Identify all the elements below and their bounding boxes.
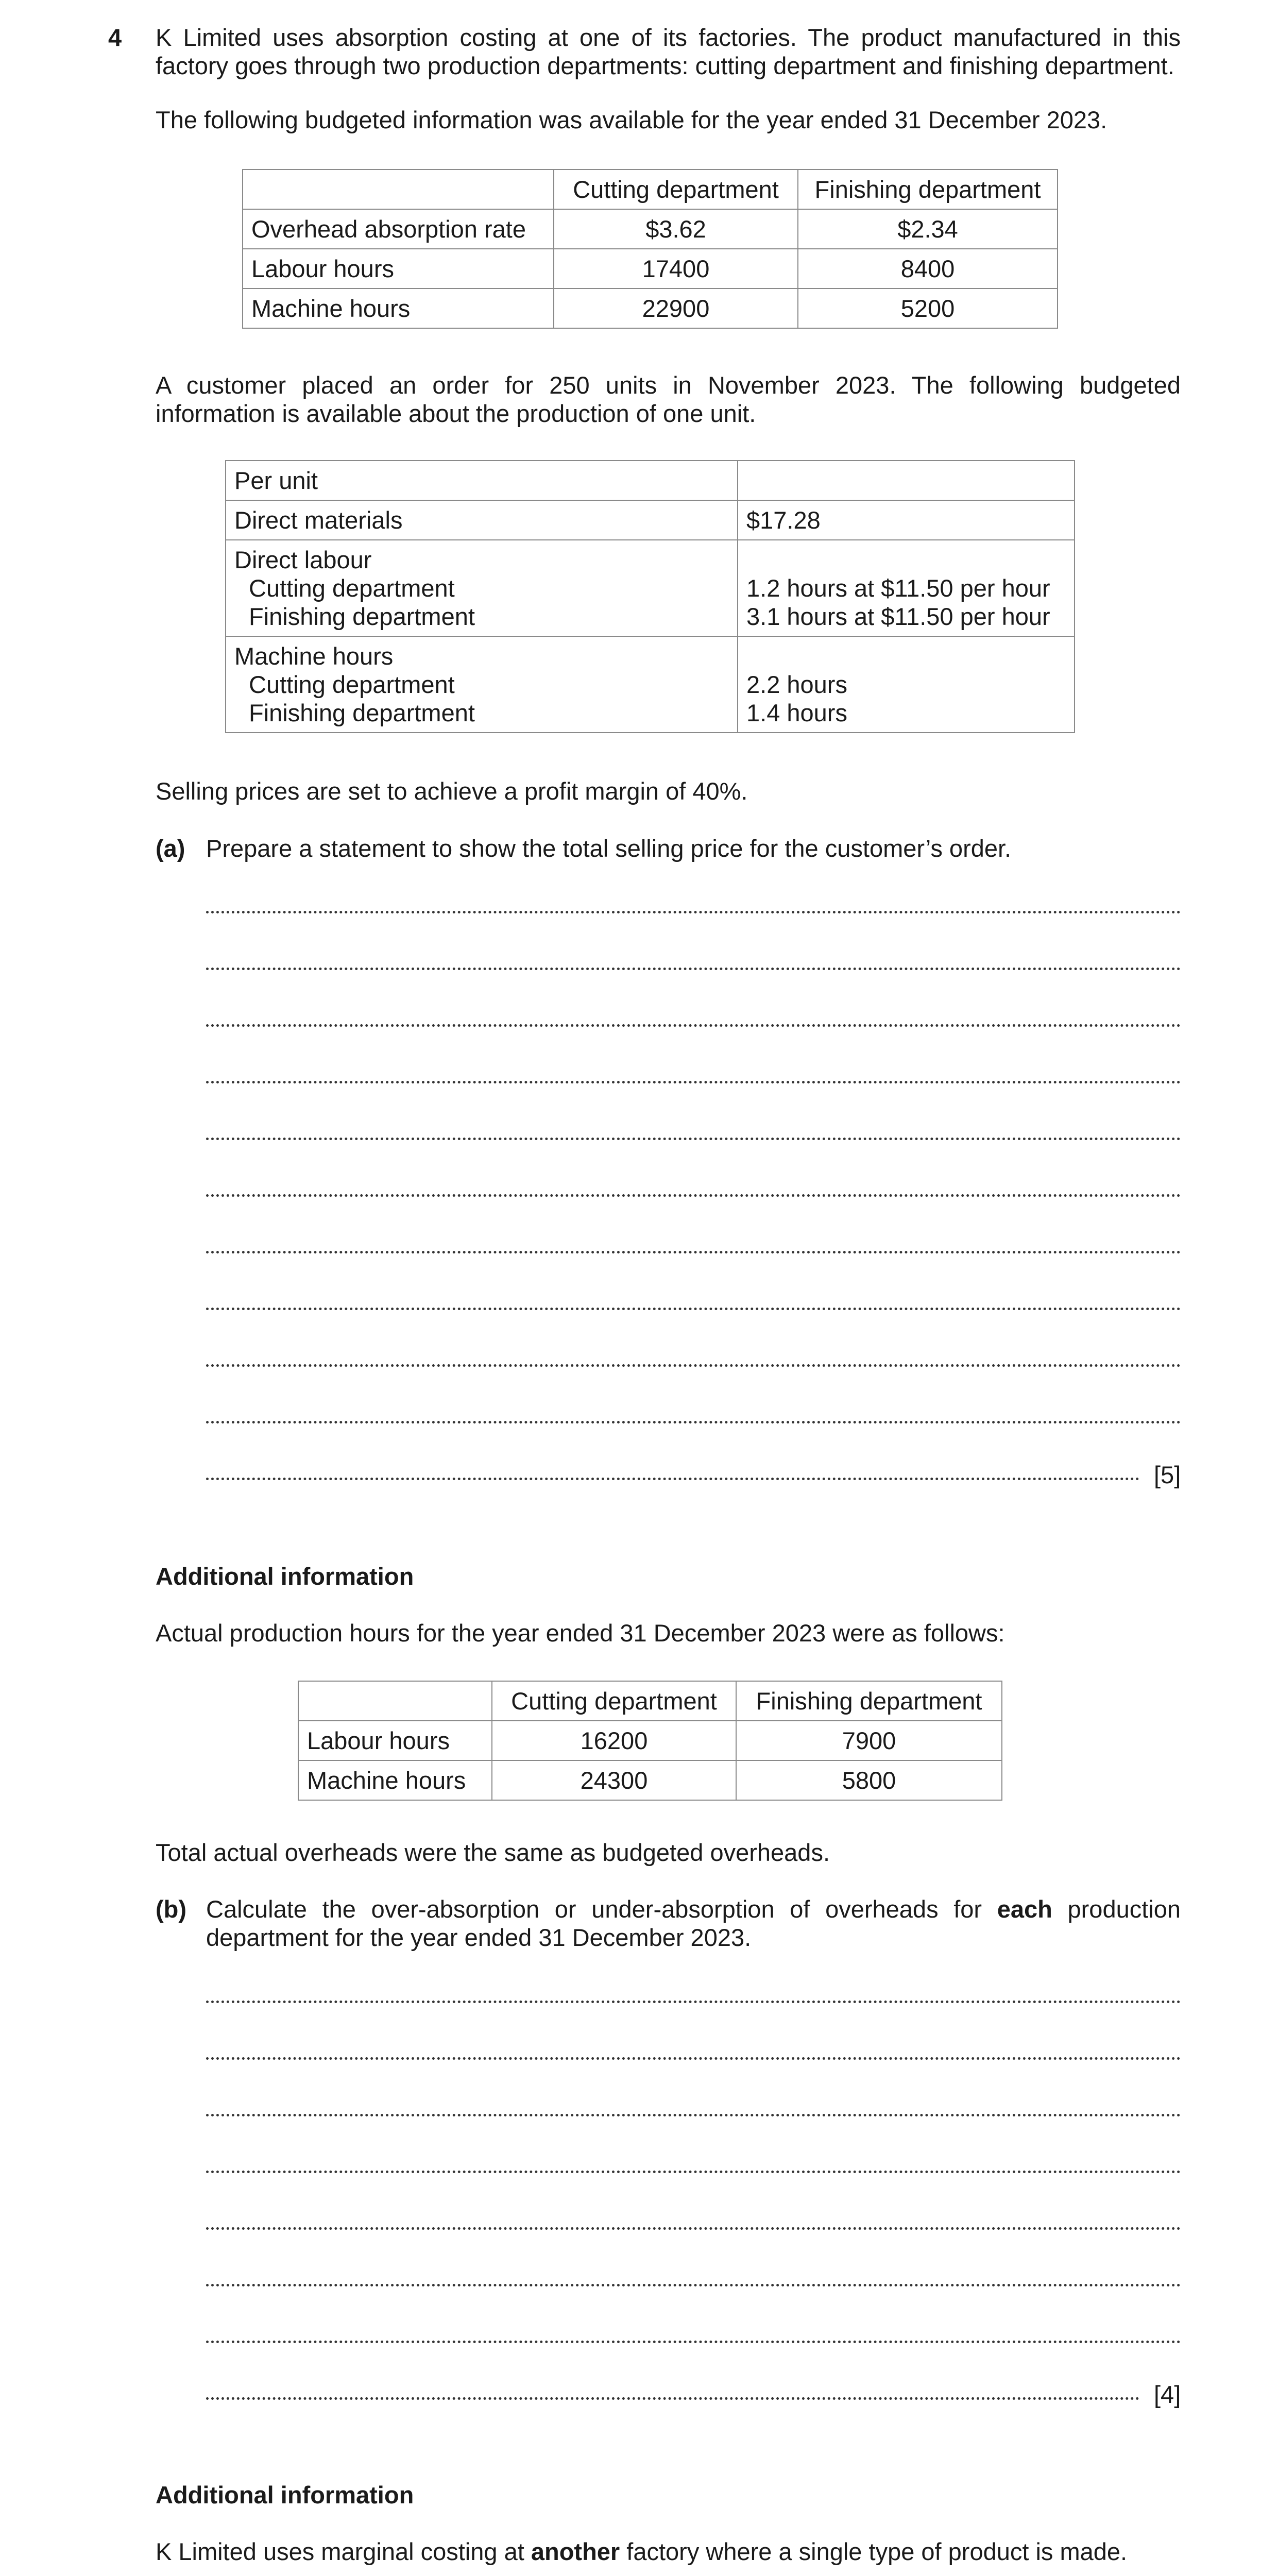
table-row <box>226 500 1075 540</box>
table-cell: Machine hours <box>298 1760 492 1800</box>
table-header: Finishing department <box>736 1681 1002 1721</box>
table-row <box>243 170 1058 209</box>
marginal-costing-text: K Limited uses marginal costing at another factory where a single type of product is made. <box>156 2538 1128 2565</box>
answer-line[interactable] <box>206 2114 1181 2116</box>
additional-heading: Additional information <box>156 1563 414 1590</box>
actual-hours-table <box>298 1681 1002 1801</box>
sub-label: Finishing department <box>249 603 475 630</box>
table-cell: 16200 <box>492 1721 736 1760</box>
table-cell: 17400 <box>554 249 798 289</box>
table-row <box>226 540 1075 636</box>
table-cell <box>226 636 738 733</box>
cell-value: 1.4 hours <box>746 699 847 726</box>
table-row <box>298 1760 1002 1800</box>
additional-heading: Additional information <box>156 2481 414 2509</box>
part-a-text: Prepare a statement to show the total selling price for the customer’s order. <box>206 835 1012 862</box>
table-row <box>298 1681 1002 1721</box>
answer-line[interactable] <box>206 1194 1181 1197</box>
answer-line[interactable] <box>206 2057 1181 2060</box>
table-cell: $17.28 <box>738 500 1075 540</box>
table-cell: 5800 <box>736 1760 1002 1800</box>
sub-label: Cutting department <box>249 671 455 698</box>
answer-line[interactable] <box>206 1138 1181 1140</box>
sub-label: Finishing department <box>249 699 475 726</box>
per-unit-table <box>225 460 1075 733</box>
cell-value: 1.2 hours at $11.50 per hour <box>746 574 1050 602</box>
budget-intro: The following budgeted information was available for the year ended 31 December 2023. <box>156 106 1107 133</box>
table-header: Cutting department <box>492 1681 736 1721</box>
intro-paragraph: K Limited uses absorption costing at one of its factories. The product manufactured in this factory goes through two production departments: cutting department and finishing department. <box>156 24 1181 79</box>
table-row <box>243 209 1058 249</box>
answer-line[interactable] <box>206 1024 1181 1027</box>
cell-value: 2.2 hours <box>746 671 847 698</box>
answer-line[interactable] <box>206 968 1181 970</box>
table-cell: $2.34 <box>798 209 1058 249</box>
table-cell: Labour hours <box>243 249 554 289</box>
table-cell <box>226 540 738 636</box>
part-a-mark: [5] <box>1154 1461 1181 1488</box>
table-cell: 5200 <box>798 289 1058 328</box>
actual-intro: Actual production hours for the year ended 31 December 2023 were as follows: <box>156 1619 1005 1647</box>
answer-line[interactable] <box>206 1081 1181 1083</box>
table-cell <box>738 461 1075 500</box>
table-cell: 24300 <box>492 1760 736 1800</box>
table-cell: 22900 <box>554 289 798 328</box>
table-row <box>243 249 1058 289</box>
table-cell: 8400 <box>798 249 1058 289</box>
table-header: Finishing department <box>798 170 1058 209</box>
question-number: 4 <box>108 24 122 51</box>
table-row <box>226 636 1075 733</box>
answer-line[interactable] <box>206 2001 1181 2003</box>
answer-line[interactable] <box>206 1251 1181 1253</box>
table-cell: Machine hours <box>243 289 554 328</box>
table-cell: Direct materials <box>226 500 738 540</box>
order-intro: A customer placed an order for 250 units in November 2023. The following budgeted information is available about the production of one unit. <box>156 371 1181 427</box>
answer-line[interactable] <box>206 911 1181 913</box>
answer-line[interactable] <box>206 2397 1139 2400</box>
table-cell <box>738 636 1075 733</box>
table-cell <box>298 1681 492 1721</box>
part-a-label: (a) <box>156 835 185 862</box>
part-b-text: Calculate the over-absorption or under-absorption of overheads for each production department for the year ended 31 December 2023. <box>206 1895 1181 1951</box>
overheads-text: Total actual overheads were the same as budgeted overheads. <box>156 1839 830 1866</box>
part-b-mark: [4] <box>1154 2381 1181 2408</box>
row-label: Direct labour <box>234 546 372 573</box>
table-header: Per unit <box>226 461 738 500</box>
part-b-label: (b) <box>156 1895 187 1923</box>
table-cell: Overhead absorption rate <box>243 209 554 249</box>
answer-line[interactable] <box>206 1478 1139 1480</box>
answer-line[interactable] <box>206 1421 1181 1423</box>
answer-line[interactable] <box>206 2341 1181 2343</box>
row-label: Machine hours <box>234 642 394 670</box>
table-row <box>243 289 1058 328</box>
answer-line[interactable] <box>206 2284 1181 2286</box>
table-header: Cutting department <box>554 170 798 209</box>
answer-line[interactable] <box>206 1308 1181 1310</box>
cell-value: 3.1 hours at $11.50 per hour <box>746 603 1050 630</box>
answer-line[interactable] <box>206 2171 1181 2173</box>
table-row <box>226 461 1075 500</box>
table-row <box>298 1721 1002 1760</box>
table-cell <box>243 170 554 209</box>
sub-label: Cutting department <box>249 574 455 602</box>
table-cell: Labour hours <box>298 1721 492 1760</box>
profit-margin-text: Selling prices are set to achieve a profit margin of 40%. <box>156 777 748 805</box>
table-cell <box>738 540 1075 636</box>
budget-table <box>242 169 1058 329</box>
answer-line[interactable] <box>206 2227 1181 2230</box>
table-cell: 7900 <box>736 1721 1002 1760</box>
answer-line[interactable] <box>206 1364 1181 1367</box>
table-cell: $3.62 <box>554 209 798 249</box>
